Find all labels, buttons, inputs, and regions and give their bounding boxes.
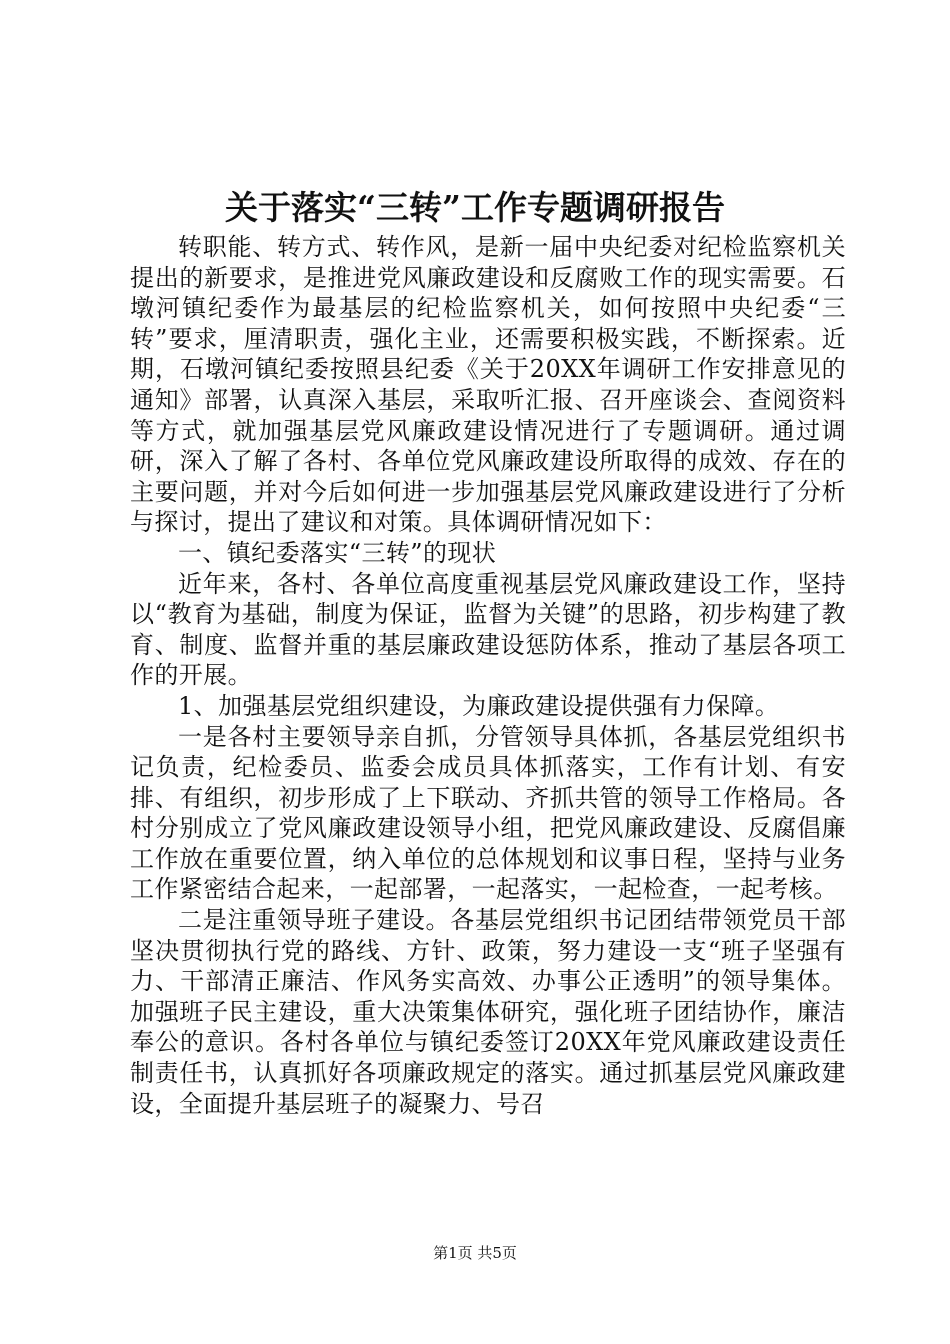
paragraph-point-2: 二是注重领导班子建设。各基层党组织书记团结带领党员干部坚决贯彻执行党的路线、方针、政策，努力建设一支“班子坚强有力、干部清正廉洁、作风务实高效、办事公正透明”的领导集体。加强班子民主建设，重大决策集体研究，强化班子团结协作，廉洁奉公的意识。各村各单位与镇纪委签订20XX年党风廉政建设责任制责任书，认真抓好各项廉政规定的落实。通过抓基层党风廉政建设，全面提升基层班子的凝聚力、号召 bbox=[130, 906, 846, 1118]
paragraph-intro: 转职能、转方式、转作风，是新一届中央纪委对纪检监察机关提出的新要求，是推进党风廉政建设和反腐败工作的现实需要。石墩河镇纪委作为最基层的纪检监察机关，如何按照中央纪委“三转”要求，厘清职责，强化主业，还需要积极实践，不断探索。近期，石墩河镇纪委按照县纪委《关于20XX年调研工作安排意见的通知》部署，认真深入基层，采取听汇报、召开座谈会、查阅资料等方式，就加强基层党风廉政建设情况进行了专题调研。通过调研，深入了解了各村、各单位党风廉政建设所取得的成效、存在的主要问题，并对今后如何进一步加强基层党风廉政建设进行了分析与探讨，提出了建议和对策。具体调研情况如下： bbox=[130, 233, 846, 537]
subsection-heading-1: 1、加强基层党组织建设，为廉政建设提供强有力保障。 bbox=[178, 691, 780, 720]
paragraph-overview: 近年来，各村、各单位高度重视基层党风廉政建设工作，坚持以“教育为基础，制度为保证，监督为关键”的思路，初步构建了教育、制度、监督并重的基层廉政建设惩防体系，推动了基层各项工作的开展。 bbox=[130, 569, 846, 690]
section-heading-1: 一、镇纪委落实“三转”的现状 bbox=[178, 538, 497, 567]
document-title: 关于落实“三转”工作专题调研报告 bbox=[225, 188, 725, 227]
page-number: 第1页 共5页 bbox=[433, 1244, 517, 1262]
paragraph-point-1: 一是各村主要领导亲自抓，分管领导具体抓，各基层党组织书记负责，纪检委员、监委会成员具体抓落实，工作有计划、有安排、有组织，初步形成了上下联动、齐抓共管的领导工作格局。各村分别成立了党风廉政建设领导小组，把党风廉政建设、反腐倡廉工作放在重要位置，纳入单位的总体规划和议事日程，坚持与业务工作紧密结合起来，一起部署，一起落实，一起检查，一起考核。 bbox=[130, 722, 846, 904]
document-body bbox=[130, 232, 846, 1119]
